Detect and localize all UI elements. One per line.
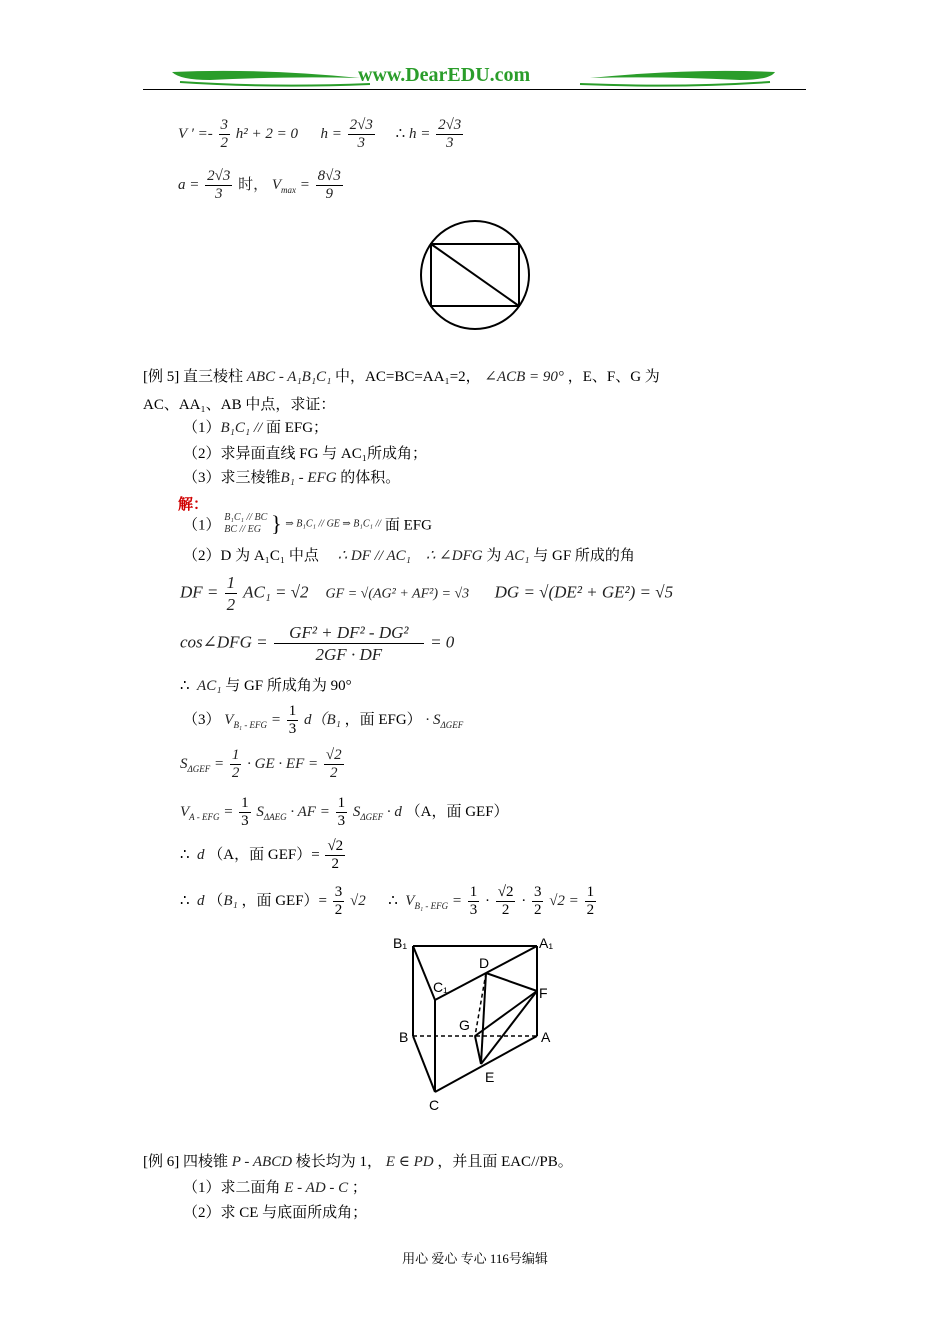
formula-s-gef: $S_{\Delta GEF}$ = $\frac{1}{2}$ · GE · EF = $\frac{√2}{2}$ — [180, 747, 342, 781]
prism-figure — [385, 928, 565, 1116]
formula-df-gf-dg: DF = $\frac{1}{2}$ AC₁ = √2 GF = √(AG² + AF²) = √3 DG = √(DE² + GE²) = √5 — [180, 573, 674, 614]
label-c: C — [429, 1097, 440, 1113]
header-rule — [143, 89, 806, 90]
page-footer: 用心 爱心 专心 116号编辑 — [402, 1251, 548, 1266]
solution-label: 解： — [178, 497, 209, 513]
example6-question-1: （1）求二面角 E - AD - C ； — [183, 1180, 367, 1196]
label-d: D — [479, 955, 490, 971]
label-c1: C₁ — [433, 979, 448, 995]
circle-rectangle-figure — [418, 218, 532, 332]
example6-statement: [例 6] 四棱锥 P - ABCD 棱长均为 1， E ∈ PD ，并且面 EAC//PB。 — [143, 1154, 573, 1170]
site-logo-text[interactable]: www.DearEDU.com — [358, 64, 531, 86]
example5-statement-line2: AC、AA₁、AB 中点，求证： — [143, 397, 336, 413]
example5-question-3: （3）求三棱锥B₁ - EFG 的体积。 — [183, 470, 401, 486]
label-b: B — [399, 1029, 409, 1045]
example5-question-1: （1）B₁C₁ // 面 EFG； — [183, 420, 329, 436]
formula-vprime-line: V ′ =- $\frac{3}{2}$ h² + 2 = 0 h = $\frac{2√3}{3}$ ∴ h = $\frac{2√3}{3}$ — [178, 117, 462, 151]
example6-question-2: （2）求 CE 与底面所成角； — [183, 1205, 368, 1221]
solution-step-2: （2）D 为 A₁C₁ 中点 ∴ DF // AC₁ ∴ ∠DFG 为 AC₁ 与 GF 所成的角 — [183, 548, 635, 564]
solution-angle-conclusion: ∴ AC₁ 与 GF 所成角为 90° — [180, 678, 352, 694]
example5-statement: [例 5] 直三棱柱 ABC - A₁B₁C₁ 中，AC=BC=AA₁=2， ∠ACB = 90° ，E、F、G 为 — [143, 369, 660, 385]
formula-d-a: ∴ d （A，面 GEF）= $\frac{√2}{2}$ — [180, 838, 344, 872]
label-a: A — [541, 1029, 551, 1045]
label-e: E — [485, 1069, 495, 1085]
formula-vmax-line: a = $\frac{2√3}{3}$ 时， $V_{max}$ = $\frac{8√3}{9}$ — [178, 168, 341, 202]
solution-step-3: （3） $V_{B_1 - EFG}$ = $\frac{1}{3}$ d（B₁ ，面 $EFG) \cdot S_{\Delta GEF}$ — [183, 703, 464, 737]
label-g: G — [459, 1017, 470, 1033]
label-f: F — [539, 985, 548, 1001]
formula-v-a-efg: $V_{A - EFG}$ = $\frac{1}{3}$ $S_{\Delta AEG}$ · AF = $\frac{1}{3}$ $S_{\Delta GEF} \cdot d$ （A，面 GEF） — [180, 795, 509, 829]
formula-d-b1-and-volume: ∴ d （B₁ ，面 GEF）= $\frac{3}{2}$ √2 ∴ $V_{B_1 - EFG}$ = $\frac{1}{3}$ · $\frac{√2}{2}$ · $\frac{3}{2}$ √2 = $\frac{1}{2}$ — [180, 884, 595, 918]
label-b1: B₁ — [393, 935, 408, 951]
solution-step-1: （1） B₁C₁ // BC BC // EG } ⇒ B₁C₁ // GE ⇒ B₁C₁ // 面 EFG — [183, 511, 432, 536]
formula-cos-dfg: cos∠DFG = $\frac{\text{GF² + DF² - DG²}}{2GF \cdot DF}$ = 0 — [180, 623, 455, 664]
example5-question-2: （2）求异面直线 FG 与 AC₁所成角； — [183, 446, 427, 462]
label-a1: A₁ — [539, 935, 554, 951]
